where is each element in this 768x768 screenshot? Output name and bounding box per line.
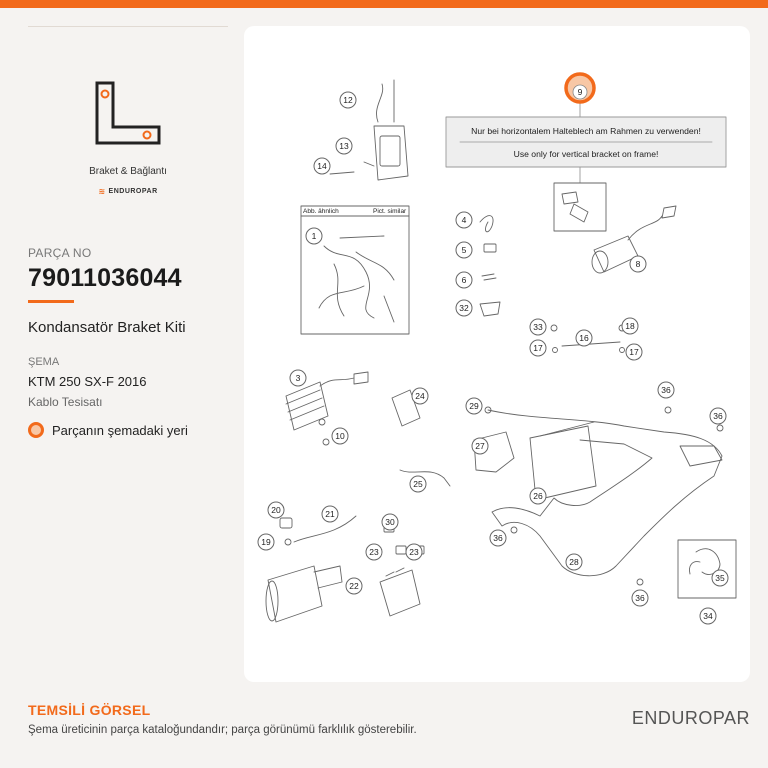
svg-text:6: 6 bbox=[461, 275, 467, 285]
svg-text:36: 36 bbox=[713, 411, 723, 421]
callout-5 bbox=[456, 242, 472, 258]
callout-4 bbox=[456, 212, 472, 228]
svg-text:36: 36 bbox=[493, 533, 503, 543]
vehicle-model: KTM 250 SX-F 2016 bbox=[28, 374, 147, 389]
callout-33 bbox=[530, 319, 546, 335]
callout-16 bbox=[576, 330, 592, 346]
top-accent-bar bbox=[0, 0, 768, 8]
svg-text:25: 25 bbox=[413, 479, 423, 489]
svg-text:5: 5 bbox=[461, 245, 467, 255]
callout-36c bbox=[490, 530, 506, 546]
schema-section: Kablo Tesisatı bbox=[28, 395, 103, 409]
part-number: 79011036044 bbox=[28, 264, 182, 292]
svg-text:18: 18 bbox=[625, 321, 635, 331]
footer-note: Şema üreticinin parça kataloğundandır; parça görünümü farklılık gösterebilir. bbox=[28, 724, 417, 736]
highlight-ring-icon bbox=[28, 422, 44, 438]
callout-markers bbox=[258, 92, 728, 624]
svg-text:8: 8 bbox=[635, 259, 641, 269]
schema-label: ŞEMA bbox=[28, 356, 60, 368]
callout-23a bbox=[366, 544, 382, 560]
mini-brand-logo bbox=[28, 187, 228, 196]
svg-text:29: 29 bbox=[469, 401, 479, 411]
svg-text:19: 19 bbox=[261, 537, 271, 547]
callout-29 bbox=[466, 398, 482, 414]
l-bracket-icon bbox=[93, 80, 163, 146]
callout-17 bbox=[530, 340, 546, 356]
svg-text:32: 32 bbox=[459, 303, 469, 313]
connector-plug-shape bbox=[374, 80, 408, 180]
callout-24 bbox=[412, 388, 428, 404]
callout-36d bbox=[632, 590, 648, 606]
box-label-left: Abb. ähnlich bbox=[303, 208, 339, 215]
wire-harness-relay-shape bbox=[380, 568, 420, 616]
callout-26 bbox=[530, 488, 546, 504]
capacitor-bracket-shape bbox=[562, 192, 588, 222]
svg-text:36: 36 bbox=[635, 593, 645, 603]
note-german: Nur bei horizontalem Halteblech am Rahmen zu verwenden! bbox=[471, 126, 701, 136]
callout-36b bbox=[710, 408, 726, 424]
accent-underline bbox=[28, 300, 74, 303]
svg-text:14: 14 bbox=[317, 161, 327, 171]
callout-21 bbox=[322, 506, 338, 522]
svg-text:17: 17 bbox=[533, 343, 543, 353]
svg-text:10: 10 bbox=[335, 431, 345, 441]
svg-text:33: 33 bbox=[533, 322, 543, 332]
svg-text:26: 26 bbox=[533, 491, 543, 501]
airbox-frame-shape bbox=[488, 410, 722, 576]
svg-text:12: 12 bbox=[343, 95, 353, 105]
wiring-harness-shape bbox=[319, 236, 394, 322]
callout-14 bbox=[314, 158, 330, 174]
category-logo bbox=[28, 80, 228, 196]
callout-30 bbox=[382, 514, 398, 530]
svg-text:17: 17 bbox=[629, 347, 639, 357]
svg-text:13: 13 bbox=[339, 141, 349, 151]
callout-28 bbox=[566, 554, 582, 570]
callout-6 bbox=[456, 272, 472, 288]
part-name: Kondansatör Braket Kiti bbox=[28, 319, 186, 336]
svg-text:22: 22 bbox=[349, 581, 359, 591]
callout-1 bbox=[306, 228, 322, 244]
svg-text:4: 4 bbox=[461, 215, 467, 225]
box-label-right: Pict. similar bbox=[373, 208, 407, 215]
callout-3 bbox=[290, 370, 306, 386]
svg-text:16: 16 bbox=[579, 333, 589, 343]
highlight-callout-number: 9 bbox=[577, 87, 583, 97]
svg-text:36: 36 bbox=[661, 385, 671, 395]
legend-text: Parçanın şemadaki yeri bbox=[52, 422, 188, 438]
callout-10 bbox=[332, 428, 348, 444]
callout-35 bbox=[712, 570, 728, 586]
callout-8 bbox=[630, 256, 646, 272]
footer-brand-logo: ENDUROPAR bbox=[631, 708, 750, 728]
callout-12 bbox=[340, 92, 356, 108]
location-legend bbox=[28, 422, 188, 438]
svg-text:28: 28 bbox=[569, 557, 579, 567]
brand-mark-icon: ≋ bbox=[98, 187, 106, 196]
svg-text:3: 3 bbox=[295, 373, 301, 383]
callout-19 bbox=[258, 534, 274, 550]
callout-27 bbox=[472, 438, 488, 454]
svg-text:23: 23 bbox=[369, 547, 379, 557]
callout-32 bbox=[456, 300, 472, 316]
footer-title: TEMSİLİ GÖRSEL bbox=[28, 702, 151, 718]
callout-34 bbox=[700, 608, 716, 624]
svg-text:23: 23 bbox=[409, 547, 419, 557]
svg-text:21: 21 bbox=[325, 509, 335, 519]
callout-13 bbox=[336, 138, 352, 154]
callout-17b bbox=[626, 344, 642, 360]
note-english: Use only for vertical bracket on frame! bbox=[513, 149, 659, 159]
callout-22 bbox=[346, 578, 362, 594]
mini-brand-text: ENDUROPAR bbox=[108, 188, 158, 195]
category-caption: Braket & Bağlantı bbox=[89, 166, 167, 177]
part-number-label: PARÇA NO bbox=[28, 246, 92, 260]
exploded-parts-diagram bbox=[244, 26, 750, 682]
highlighted-callout-9 bbox=[566, 74, 594, 102]
svg-text:1: 1 bbox=[311, 231, 317, 241]
top-divider bbox=[28, 26, 228, 27]
svg-text:34: 34 bbox=[703, 611, 713, 621]
similar-picture-box bbox=[301, 206, 409, 334]
svg-text:20: 20 bbox=[271, 505, 281, 515]
svg-text:27: 27 bbox=[475, 441, 485, 451]
callout-20 bbox=[268, 502, 284, 518]
callout-23b bbox=[406, 544, 422, 560]
diagram-panel bbox=[244, 26, 750, 682]
callout-18 bbox=[622, 318, 638, 334]
svg-text:35: 35 bbox=[715, 573, 725, 583]
callout-25 bbox=[410, 476, 426, 492]
callout-36a bbox=[658, 382, 674, 398]
svg-text:24: 24 bbox=[415, 391, 425, 401]
starter-motor-shape bbox=[268, 566, 342, 622]
svg-text:30: 30 bbox=[385, 517, 395, 527]
